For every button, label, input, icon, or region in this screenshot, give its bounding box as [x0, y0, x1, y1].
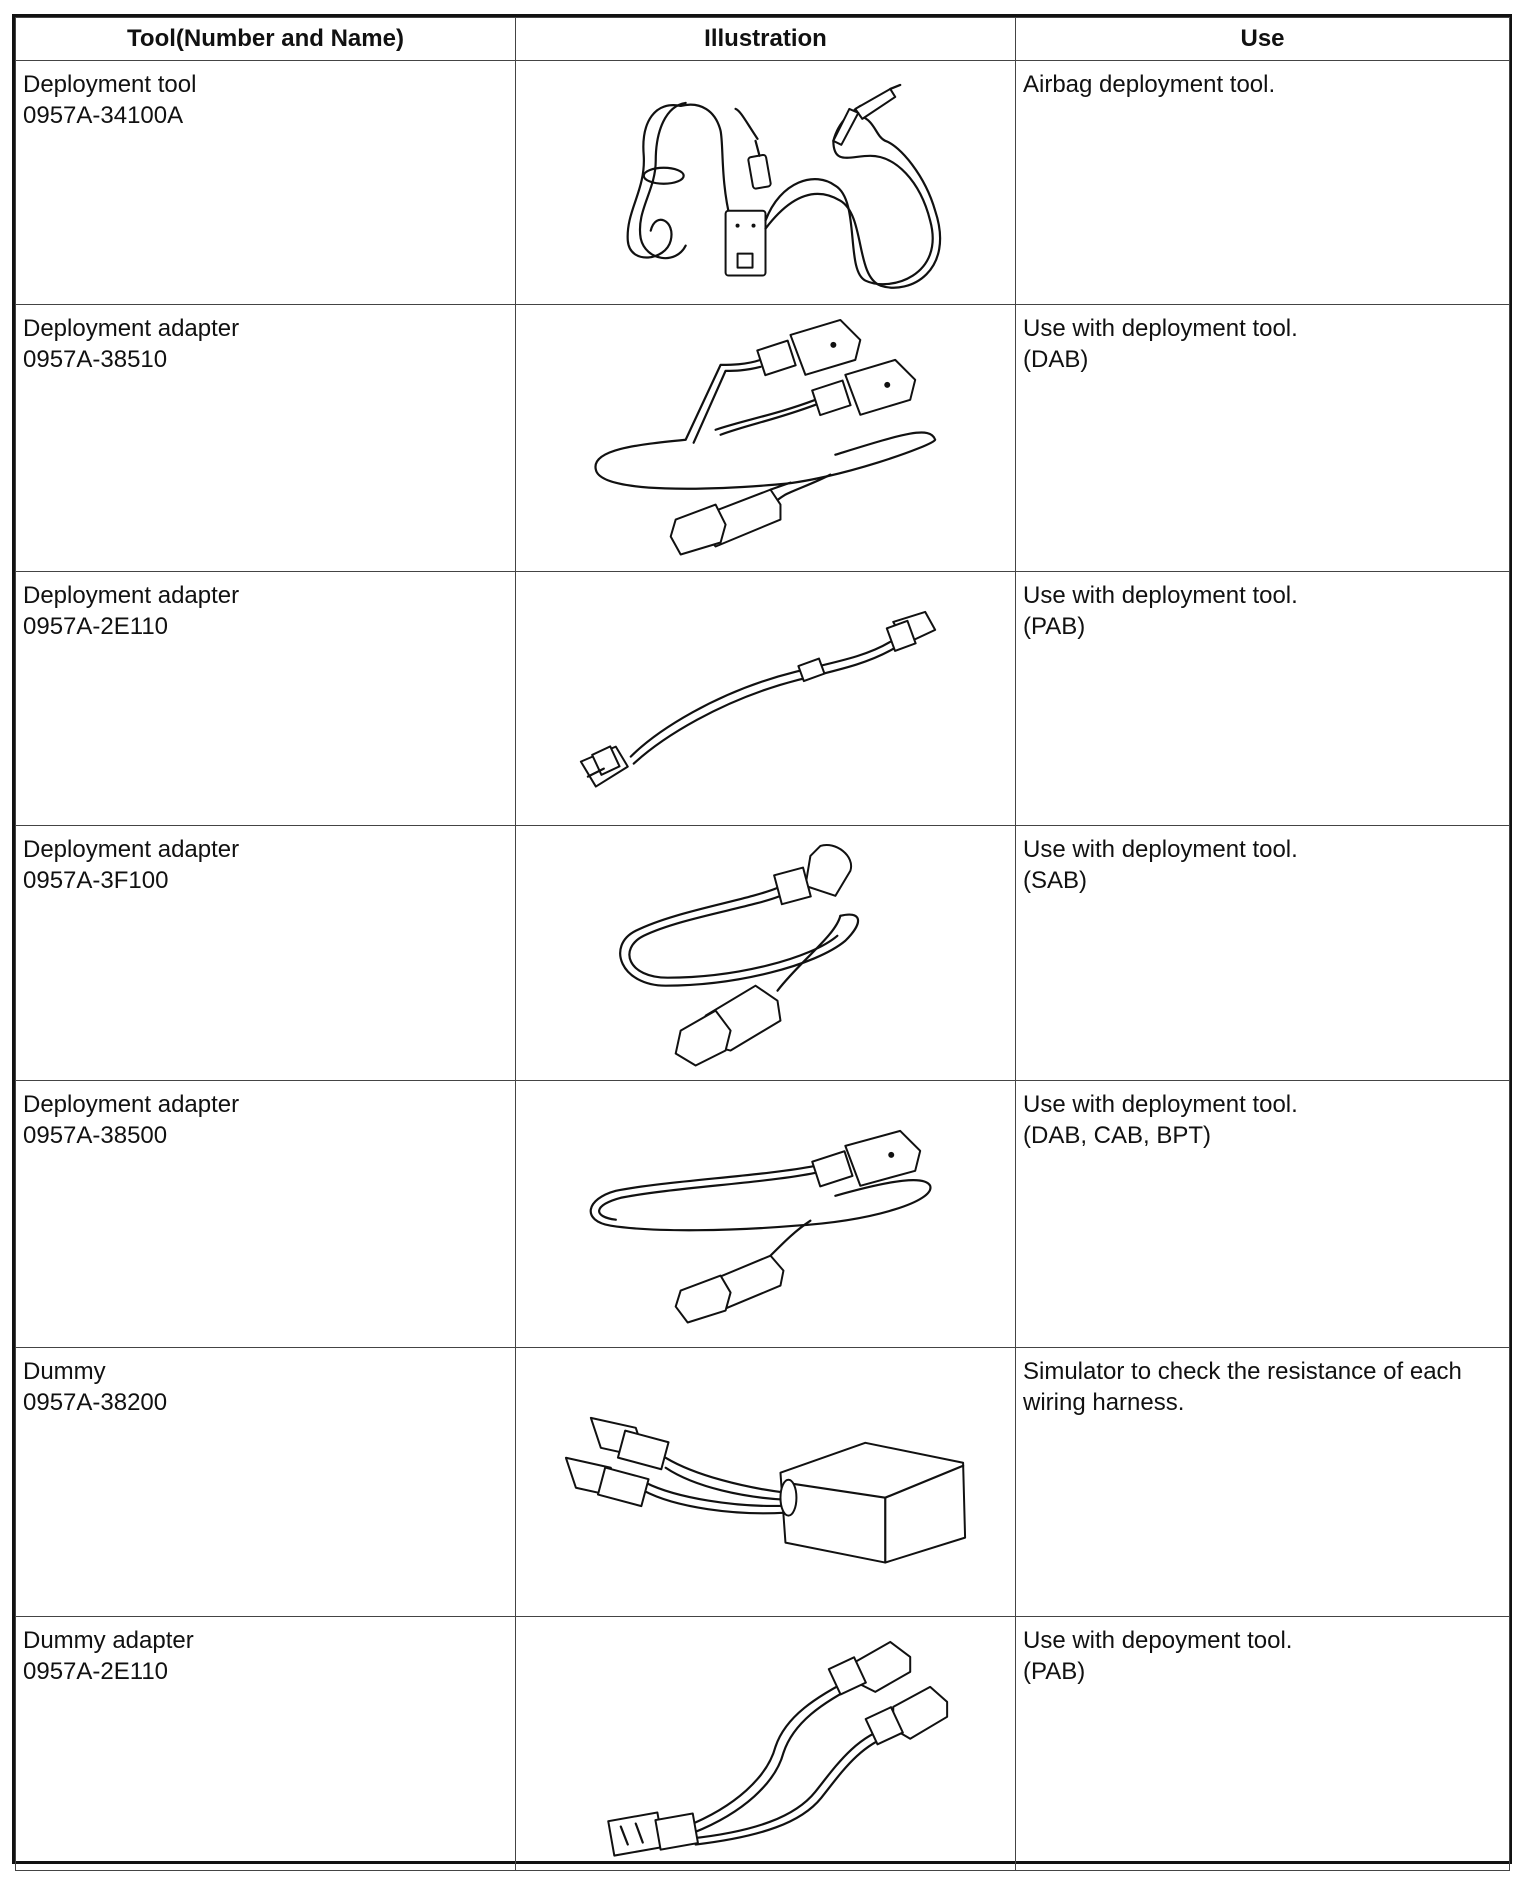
- tool-cell: [16, 1080, 516, 1347]
- header-use: Use: [1016, 18, 1510, 61]
- deployment-adapter-pab-icon: [516, 572, 1015, 825]
- illustration-cell: [516, 1348, 1016, 1616]
- table-row: [16, 61, 1510, 305]
- use-cell: [1016, 826, 1510, 1080]
- special-tools-table-frame: [12, 14, 1512, 1864]
- tool-number: 0957A-38500: [23, 1121, 168, 1149]
- tool-number: 0957A-34100A: [23, 102, 184, 129]
- use-line: Use with deployment tool.: [1023, 1090, 1298, 1118]
- tool-name: Deployment tool: [23, 71, 197, 98]
- deployment-adapter-dab-icon: [516, 305, 1015, 571]
- dummy-adapter-icon: [516, 1617, 1015, 1870]
- table-row: [16, 1616, 1510, 1870]
- tool-number: 0957A-38510: [23, 345, 168, 373]
- use-line: Use with deployment tool.: [1023, 314, 1298, 342]
- dummy-simulator-icon: [516, 1348, 1015, 1615]
- table-row: [16, 304, 1510, 571]
- tool-cell: [16, 571, 516, 825]
- use-cell: [1016, 1616, 1510, 1870]
- use-cell: [1016, 1080, 1510, 1347]
- use-cell: [1016, 304, 1510, 571]
- tool-name: Deployment adapter: [23, 581, 240, 609]
- illustration-cell: [516, 826, 1016, 1080]
- tool-name: Deployment adapter: [23, 314, 240, 342]
- illustration-cell: [516, 61, 1016, 305]
- tool-number: 0957A-2E110: [23, 612, 169, 640]
- tool-name: Deployment adapter: [23, 1090, 240, 1118]
- table-row: [16, 571, 1510, 825]
- tool-name: Dummy: [23, 1358, 106, 1386]
- illustration-cell: [516, 1080, 1016, 1347]
- use-line: Simulator to check the resistance of each: [1023, 1358, 1462, 1386]
- use-cell: [1016, 1348, 1510, 1616]
- table-header-row: [16, 18, 1510, 61]
- tool-number: 0957A-3F100: [23, 867, 169, 895]
- use-line: Use with deployment tool.: [1023, 836, 1298, 864]
- tool-number: 0957A-38200: [23, 1389, 168, 1417]
- use-line: (PAB): [1023, 612, 1086, 640]
- use-line: (SAB): [1023, 867, 1088, 895]
- tool-cell: [16, 304, 516, 571]
- tool-cell: [16, 826, 516, 1080]
- tool-name: Deployment adapter: [23, 836, 240, 864]
- use-line: Use with deployment tool.: [1023, 581, 1298, 609]
- deployment-adapter-sab-icon: [516, 826, 1015, 1079]
- use-line: (PAB): [1023, 1657, 1086, 1685]
- tool-name: Dummy adapter: [23, 1626, 194, 1654]
- header-tool: Tool(Number and Name): [16, 18, 516, 61]
- header-illustration: Illustration: [516, 18, 1016, 61]
- use-line: Airbag deployment tool.: [1023, 71, 1276, 98]
- tool-cell: [16, 1348, 516, 1616]
- use-cell: [1016, 571, 1510, 825]
- table-row: [16, 1080, 1510, 1347]
- use-line: wiring harness.: [1023, 1389, 1185, 1417]
- tool-cell: [16, 1616, 516, 1870]
- illustration-cell: [516, 571, 1016, 825]
- table-row: [16, 1348, 1510, 1616]
- use-line: Use with depoyment tool.: [1023, 1626, 1293, 1654]
- use-cell: [1016, 61, 1510, 305]
- deployment-tool-icon: [516, 61, 1015, 304]
- use-line: (DAB, CAB, BPT): [1023, 1121, 1212, 1149]
- deployment-adapter-dab-cab-bpt-icon: [516, 1081, 1015, 1347]
- table-row: [16, 826, 1510, 1080]
- illustration-cell: [516, 304, 1016, 571]
- tool-number: 0957A-2E110: [23, 1657, 169, 1685]
- illustration-cell: [516, 1616, 1016, 1870]
- special-tools-table: [15, 17, 1510, 1871]
- tool-cell: [16, 61, 516, 305]
- use-line: (DAB): [1023, 345, 1089, 373]
